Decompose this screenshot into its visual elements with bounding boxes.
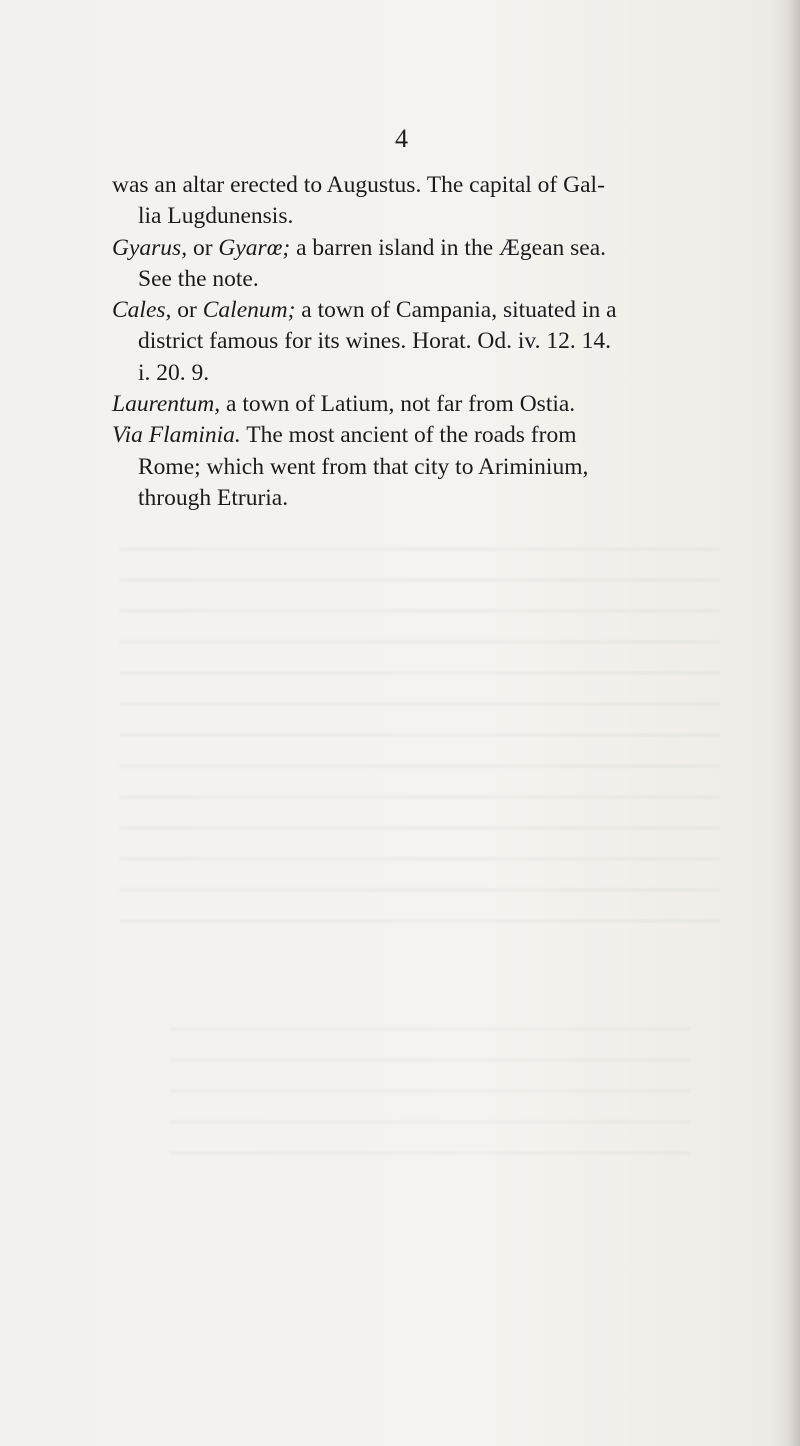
entry-continuation-line: through Etruria. [138,484,289,511]
page-number: 4 [395,124,408,153]
entry-first-line [112,295,712,326]
line: was an altar erected to Augustus. The capital of Gal- [112,172,605,198]
entry-gyarus [112,233,712,296]
line: lia Lugdunensis. [138,203,294,230]
page-edge-shadow [786,0,800,1446]
entry-term: Laurentum, [112,391,221,418]
entry-term: Via Flaminia. [112,422,241,449]
show-through-text [120,530,720,950]
entry-term: Cales, [112,297,172,324]
entry-connector: or [187,234,219,261]
entry-continuation-line: district famous for its wines. Horat. Od. iv. 12. 14. [138,328,611,355]
entry-text: The most ancient of the roads from [240,422,577,449]
entry-connector: or [171,297,203,324]
show-through-text-lower [170,1010,690,1160]
entry-continuation-line: i. 20. 9. [138,359,210,386]
entry-term: Gyarus, [112,234,188,261]
entry-cales [112,295,712,389]
entry-text: a town of Latium, not far from Ostia. [220,391,576,418]
entry-first-line [112,389,712,420]
entry-continuation [112,170,712,233]
entry-text: a barren island in the Ægean sea. [290,234,607,261]
entry-continuation-line: See the note. [138,265,259,292]
entry-via-flaminia [112,420,712,514]
entry-first-line [112,233,712,264]
glossary-text [112,170,712,514]
entry-laurentum [112,389,712,420]
entry-text: a town of Campania, situated in a [295,297,617,324]
entry-term-alt: Gyarœ; [218,234,291,261]
entry-term-alt: Calenum; [202,297,296,324]
entry-continuation-line: Rome; which went from that city to Ariminium, [138,453,589,480]
entry-first-line [112,420,712,451]
